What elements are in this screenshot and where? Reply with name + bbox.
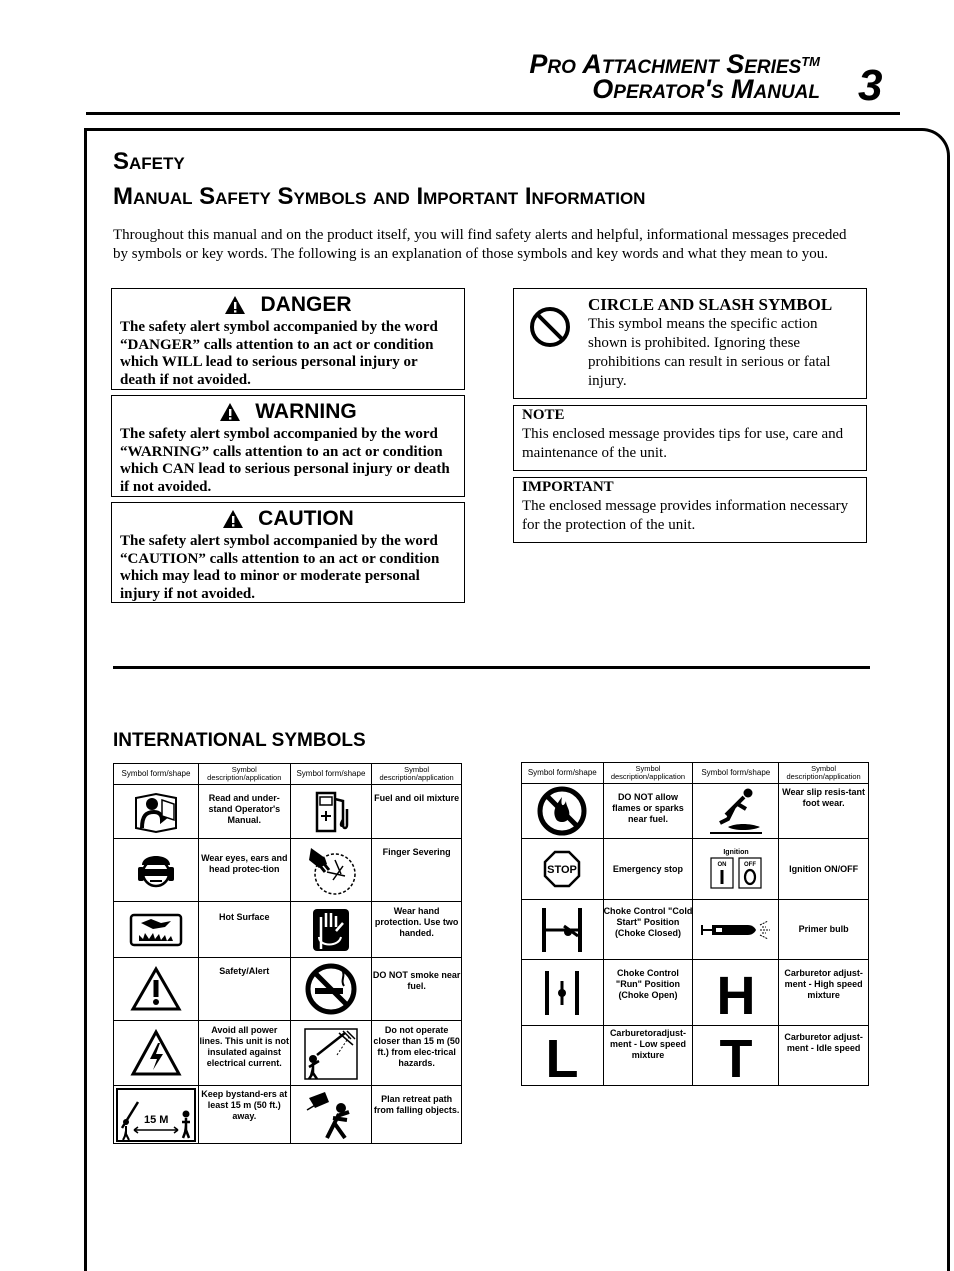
l-label: L xyxy=(545,1030,579,1081)
warning-title: WARNING xyxy=(255,400,357,423)
symbol-cell xyxy=(114,902,199,958)
ignition-icon xyxy=(703,846,769,892)
alert-triangle-icon xyxy=(222,509,244,529)
warning-box xyxy=(111,395,465,497)
symbol-desc: Ignition ON/OFF xyxy=(779,839,869,900)
finger-severing-icon xyxy=(303,842,359,898)
symbol-desc: Keep bystand-ers at least 15 m (50 ft.) away. xyxy=(198,1086,290,1144)
t-label: T xyxy=(719,1030,753,1081)
note-title: NOTE xyxy=(522,407,565,423)
symbol-cell xyxy=(114,958,199,1021)
eye-ear-head-protection-icon xyxy=(136,847,176,893)
slip-resistant-icon xyxy=(706,785,766,837)
important-title: IMPORTANT xyxy=(522,479,614,495)
symbol-desc: Primer bulb xyxy=(779,900,869,960)
symbol-desc: Plan retreat path from falling objects. xyxy=(372,1086,462,1144)
symbol-cell xyxy=(522,839,604,900)
col-header-form: Symbol form/shape xyxy=(114,764,199,785)
symbol-desc: Wear eyes, ears and head protec-tion xyxy=(198,839,290,902)
intro-paragraph: Throughout this manual and on the product itself, you will find safety alerts and helpful, informational messages preceded by symbols or key words. The following is an explanation of those symbols and key words and what they mean to you. xyxy=(113,227,847,262)
col-header-form: Symbol form/shape xyxy=(522,763,604,784)
warning-text: The safety alert symbol accompanied by the word “WARNING” calls attention to an act or condition which CAN lead to serious personal injury or death if not avoided. xyxy=(120,426,450,495)
symbols-table-right xyxy=(521,762,869,1086)
h-adjust-icon xyxy=(714,968,758,1018)
symbol-cell xyxy=(693,1026,779,1086)
symbol-desc: Read and under-stand Operator's Manual. xyxy=(198,785,290,839)
caution-title: CAUTION xyxy=(258,507,354,530)
alert-triangle-icon xyxy=(219,402,241,422)
symbol-desc: Carburetor adjust-ment - High speed mixture xyxy=(779,960,869,1026)
fuel-oil-icon xyxy=(311,789,351,835)
symbol-desc: Choke Control "Run" Position (Choke Open) xyxy=(603,960,693,1026)
symbol-desc: DO NOT allow flames or sparks near fuel. xyxy=(603,784,693,839)
header-rule xyxy=(86,112,900,115)
prohibition-icon xyxy=(528,305,572,349)
symbol-desc: Choke Control "Cold Start" Position (Choke Closed) xyxy=(603,900,693,960)
safety-alert-icon xyxy=(130,966,182,1012)
caution-box xyxy=(111,502,465,603)
col-header-form: Symbol form/shape xyxy=(693,763,779,784)
col-header-desc: Symbol description/application xyxy=(779,763,869,784)
symbol-desc: DO NOT smoke near fuel. xyxy=(372,958,462,1021)
col-header-form: Symbol form/shape xyxy=(290,764,372,785)
symbol-cell xyxy=(290,785,372,839)
section-title: Safety xyxy=(113,148,185,175)
symbol-desc: Carburetor adjust-ment - Idle speed xyxy=(779,1026,869,1086)
danger-box xyxy=(111,288,465,390)
ignition-label: Ignition xyxy=(723,849,749,856)
symbol-cell xyxy=(114,785,199,839)
t-adjust-icon xyxy=(714,1031,758,1081)
ignition-on: ON xyxy=(717,862,727,868)
symbol-cell xyxy=(114,1086,199,1144)
symbol-desc: Do not operate closer than 15 m (50 ft.) from elec-trical hazards. xyxy=(372,1021,462,1086)
primer-bulb-icon xyxy=(698,919,774,941)
symbols-table-left xyxy=(113,763,462,1144)
circle-slash-box xyxy=(513,288,867,399)
symbol-cell xyxy=(522,784,604,839)
col-header-desc: Symbol description/application xyxy=(372,764,462,785)
falling-objects-icon xyxy=(303,1088,359,1142)
col-header-desc: Symbol description/application xyxy=(198,764,290,785)
note-text: This enclosed message provides tips for use, care and maintenance of the unit. xyxy=(522,426,844,461)
l-adjust-icon xyxy=(542,1031,582,1081)
section-divider xyxy=(113,666,870,669)
symbol-desc: Wear hand protection. Use two handed. xyxy=(372,902,462,958)
hot-surface-icon xyxy=(129,913,183,947)
international-heading: INTERNATIONAL SYMBOLS xyxy=(113,730,366,751)
danger-text: The safety alert symbol accompanied by the word “DANGER” calls attention to an act or condition which WILL lead to serious personal injury or death if not avoided. xyxy=(120,319,438,388)
symbol-desc: Carburetoradjust-ment - Low speed mixture xyxy=(603,1026,693,1086)
circle-slash-title: CIRCLE AND SLASH SYMBOL xyxy=(588,295,833,314)
symbol-desc: Hot Surface xyxy=(198,902,290,958)
symbol-desc: Wear slip resis-tant foot wear. xyxy=(779,784,869,839)
symbol-cell xyxy=(114,839,199,902)
symbol-cell xyxy=(693,900,779,960)
read-manual-icon xyxy=(132,790,180,834)
symbol-desc: Avoid all power lines. This unit is not insulated against electrical current. xyxy=(198,1021,290,1086)
alert-triangle-icon xyxy=(224,295,246,315)
symbol-cell xyxy=(522,900,604,960)
no-smoking-icon xyxy=(304,962,358,1016)
symbol-cell xyxy=(693,960,779,1026)
symbol-cell xyxy=(290,1086,372,1144)
ignition-off: OFF xyxy=(743,862,756,868)
col-header-desc: Symbol description/application xyxy=(603,763,693,784)
symbol-cell xyxy=(693,839,779,900)
h-label: H xyxy=(716,967,756,1018)
symbol-desc: Finger Severing xyxy=(372,839,462,902)
trademark: TM xyxy=(801,54,820,69)
symbol-cell xyxy=(522,1026,604,1086)
stop-icon xyxy=(543,850,581,888)
title-line1: Pro Attachment Series xyxy=(529,49,802,79)
symbol-cell xyxy=(693,784,779,839)
symbol-desc: Emergency stop xyxy=(603,839,693,900)
no-flames-icon xyxy=(536,785,588,837)
note-box xyxy=(513,405,867,471)
symbol-cell xyxy=(114,1021,199,1086)
symbol-cell xyxy=(290,1021,372,1086)
circle-slash-text: This symbol means the specific action shown is prohibited. Ignoring these prohibitions can result in serious or fatal injury. xyxy=(588,316,831,389)
symbol-cell xyxy=(290,902,372,958)
manual-title xyxy=(529,49,820,104)
bystander-distance-icon xyxy=(116,1088,196,1142)
caution-text: The safety alert symbol accompanied by the word “CAUTION” calls attention to an act or condition which may lead to minor or moderate personal injury if not avoided. xyxy=(120,533,440,602)
title-line2: Operator's Manual xyxy=(592,74,820,104)
electrical-hazard-icon xyxy=(130,1029,182,1077)
power-line-distance-icon xyxy=(303,1025,359,1081)
danger-title: DANGER xyxy=(260,293,352,316)
symbol-desc: Safety/Alert xyxy=(198,958,290,1021)
stop-label: STOP xyxy=(547,864,578,876)
section-subtitle: Manual Safety Symbols and Important Information xyxy=(113,183,646,210)
choke-closed-icon xyxy=(538,904,586,956)
distance-label: 15 M xyxy=(143,1113,169,1126)
important-text: The enclosed message provides information necessary for the protection of the unit. xyxy=(522,498,849,533)
page-number: 3 xyxy=(858,61,883,110)
symbol-desc: Fuel and oil mixture xyxy=(372,785,462,839)
choke-open-icon xyxy=(541,967,583,1019)
symbol-cell xyxy=(522,960,604,1026)
hand-protection-icon xyxy=(311,907,351,953)
symbol-cell xyxy=(290,839,372,902)
symbol-cell xyxy=(290,958,372,1021)
important-box xyxy=(513,477,867,543)
